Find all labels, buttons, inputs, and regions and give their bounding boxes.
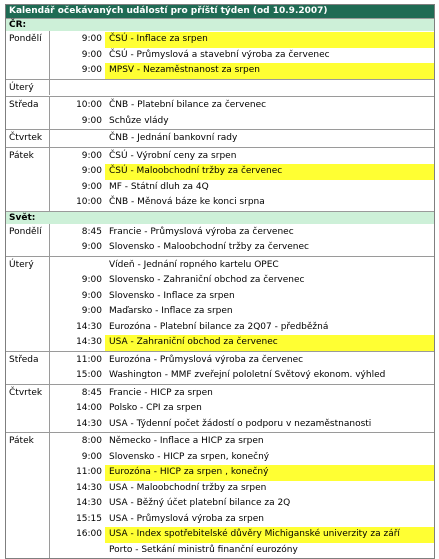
calendar-body: [6, 18, 434, 558]
day-label: Pondělí: [9, 34, 42, 44]
event-row: [50, 512, 434, 528]
event-row: [50, 368, 434, 384]
event-time: 8:00: [81, 436, 102, 446]
event-row: [50, 195, 434, 211]
event-text: Polsko - CPI za srpen: [109, 403, 202, 413]
event-list: [49, 80, 434, 95]
day-label: Pátek: [9, 150, 34, 161]
day-label: Pondělí: [9, 226, 42, 237]
event-list: [49, 97, 434, 129]
event-time: [50, 131, 105, 147]
event-text: Vídeň - Jednání ropného kartelu OPEC: [109, 259, 279, 270]
event-row: [50, 450, 434, 466]
event-text: ČSÚ - Inflace za srpen: [105, 32, 434, 48]
event-list: [49, 352, 434, 384]
section-header: ČR:: [6, 18, 434, 31]
event-text: MPSV - Nezaměstnanost za srpen: [105, 63, 434, 79]
day-group: [6, 351, 434, 384]
event-row: [50, 481, 434, 497]
day-label: Čtvrtek: [9, 387, 43, 398]
event-row: [50, 417, 434, 433]
event-row: [50, 496, 434, 512]
day-group: [6, 224, 434, 256]
event-list: [49, 433, 434, 558]
event-text: ČSÚ - Průmyslová a stavební výroba za červenec: [109, 49, 330, 60]
event-time: 14:30: [76, 418, 102, 429]
event-time: [50, 258, 105, 274]
event-row: [50, 289, 434, 305]
event-text: USA - Maloobchodní tržby za srpen: [109, 482, 267, 493]
event-time: 9:00: [81, 34, 102, 44]
event-text: Porto - Setkání ministrů finanční eurozóny: [109, 544, 298, 555]
event-row: [50, 225, 434, 241]
event-text: Eurozóna - HICP za srpen , konečný: [105, 465, 434, 481]
event-text: ČSÚ - Maloobchodní tržby za červenec: [105, 164, 434, 180]
event-time: 9:00: [81, 290, 102, 301]
day-label: Středa: [9, 100, 39, 110]
day-label: Pátek: [9, 436, 34, 446]
event-time: 9:00: [81, 65, 102, 75]
calendar-title: Kalendář očekávaných událostí pro příští týden (od 10.9.2007): [6, 5, 434, 18]
event-text: Německo - Inflace a HICP za srpen: [109, 436, 264, 446]
event-time: 14:30: [76, 498, 102, 508]
event-time: 9:00: [81, 166, 102, 176]
event-time: 9:00: [81, 451, 102, 462]
event-list: [49, 31, 434, 79]
event-row: [50, 335, 434, 351]
event-row: [50, 114, 434, 130]
event-text: USA - Zahraniční obchod za červenec: [105, 335, 434, 351]
event-list: [49, 257, 434, 351]
event-time: 14:30: [76, 321, 102, 332]
event-row: [50, 63, 434, 79]
event-text: Eurozóna - Průmyslová výroba za červenec: [109, 354, 304, 365]
event-time: 8:45: [81, 387, 102, 398]
event-time: 9:00: [81, 49, 102, 60]
event-row: [50, 164, 434, 180]
section-header: Svět:: [6, 211, 434, 224]
event-time: 9:00: [81, 275, 102, 285]
event-text: Maďarsko - Inflace za srpen: [109, 306, 233, 316]
event-row: [50, 304, 434, 320]
event-row: [50, 98, 434, 114]
event-row: [50, 527, 434, 543]
day-group: [6, 79, 434, 97]
event-row: [50, 48, 434, 64]
event-text: ČSÚ - Výrobní ceny za srpen: [109, 150, 237, 161]
day-group: [6, 147, 434, 211]
event-row: [50, 131, 434, 147]
event-time: 9:00: [81, 150, 102, 161]
event-text: Washington - MMF zveřejní pololetní Světový ekonom. výhled: [109, 370, 386, 380]
event-time: 11:00: [76, 354, 102, 365]
event-text: USA - Průmyslová výroba za srpen: [109, 513, 264, 524]
event-time: 14:00: [76, 403, 102, 413]
event-text: Slovensko - Zahraniční obchod za červenec: [109, 275, 305, 285]
event-list: [49, 130, 434, 147]
event-text: Schůze vlády: [109, 115, 169, 126]
event-time: 14:30: [76, 337, 102, 347]
event-time: 14:30: [76, 482, 102, 493]
event-row: [50, 401, 434, 417]
event-calendar-table: [5, 4, 435, 559]
event-time: 10:00: [76, 100, 102, 110]
day-group: [6, 432, 434, 558]
event-text: Slovensko - Maloobchodní tržby za červenec: [109, 242, 309, 252]
event-time: 10:00: [76, 197, 102, 207]
day-label: Úterý: [9, 82, 34, 93]
event-row: [50, 465, 434, 481]
event-row: [50, 180, 434, 196]
event-row: [50, 149, 434, 165]
event-row: [50, 240, 434, 256]
day-group: [6, 129, 434, 147]
event-text: ČNB - Měnová báze ke konci srpna: [109, 197, 265, 207]
event-text: Eurozóna - Platební bilance za 2Q07 - předběžná: [109, 321, 329, 332]
event-row: [50, 353, 434, 369]
event-time: [50, 543, 105, 559]
event-row: [50, 543, 434, 559]
event-time: 16:00: [76, 529, 102, 539]
event-list: [49, 385, 434, 433]
event-row: [50, 434, 434, 450]
event-text: USA - Týdenní počet žádostí o podporu v nezaměstnanosti: [109, 418, 372, 429]
day-label: Úterý: [9, 259, 34, 270]
day-group: [6, 31, 434, 79]
event-text: MF - Státní dluh za 4Q: [109, 181, 209, 192]
day-label: Středa: [9, 354, 39, 365]
event-row: [50, 386, 434, 402]
event-text: Francie - Průmyslová výroba za červenec: [109, 226, 294, 237]
event-time: 11:00: [76, 467, 102, 477]
event-text: USA - Běžný účet platební bilance za 2Q: [109, 498, 291, 508]
event-row: [50, 320, 434, 336]
event-row: [50, 32, 434, 48]
day-group: [6, 256, 434, 351]
event-text: USA - Index spotřebitelské důvěry Michiganské univerzity za září: [105, 527, 434, 543]
event-text: ČNB - Platební bilance za červenec: [109, 100, 267, 110]
event-text: Slovensko - Inflace za srpen: [109, 290, 235, 301]
day-label: Čtvrtek: [9, 133, 43, 143]
event-time: 15:00: [76, 370, 102, 380]
event-time: 9:00: [81, 242, 102, 252]
day-group: [6, 384, 434, 433]
event-list: [49, 148, 434, 211]
event-time: 15:15: [76, 513, 102, 524]
day-group: [6, 96, 434, 129]
event-time: 8:45: [81, 226, 102, 237]
event-text: ČNB - Jednání bankovní rady: [109, 133, 238, 143]
event-text: Slovensko - HICP za srpen, konečný: [109, 451, 270, 462]
event-row: [50, 258, 434, 274]
event-text: Francie - HICP za srpen: [109, 387, 213, 398]
event-list: [49, 224, 434, 256]
event-time: 9:00: [81, 306, 102, 316]
event-time: 9:00: [81, 181, 102, 192]
event-row: [50, 273, 434, 289]
event-time: 9:00: [81, 115, 102, 126]
